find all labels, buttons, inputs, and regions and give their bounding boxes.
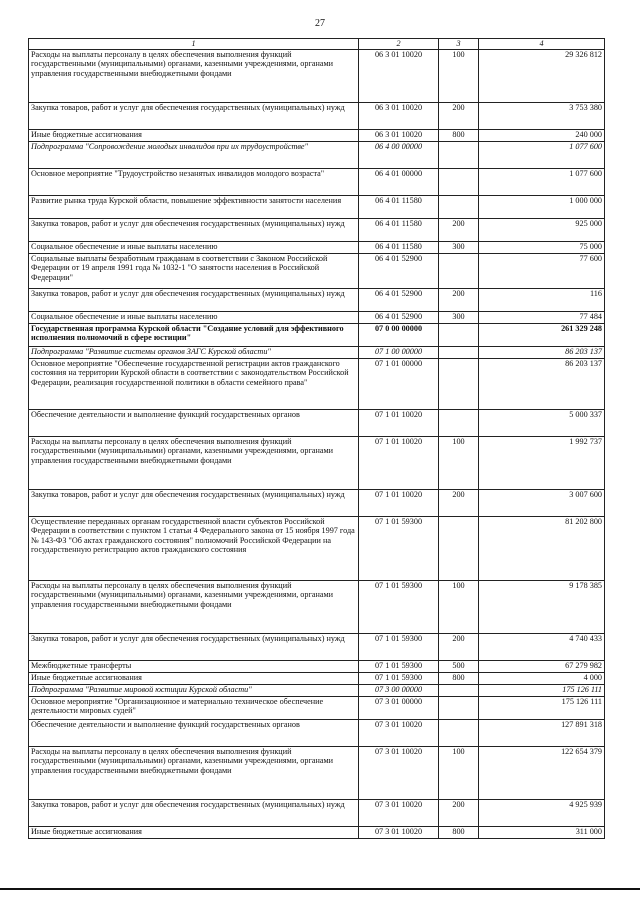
table-row bbox=[29, 409, 605, 436]
row-name: Иные бюджетные ассигнования bbox=[29, 672, 359, 684]
row-code: 06 3 01 10020 bbox=[359, 49, 439, 102]
table-row bbox=[29, 102, 605, 129]
row-expense-kind bbox=[439, 168, 479, 195]
row-expense-kind bbox=[439, 696, 479, 719]
row-amount: 122 654 379 bbox=[479, 746, 605, 799]
row-amount: 4 740 433 bbox=[479, 633, 605, 660]
row-name: Подпрограмма "Сопровождение молодых инвалидов при их трудоустройстве" bbox=[29, 141, 359, 168]
row-code: 07 3 01 10020 bbox=[359, 746, 439, 799]
row-expense-kind: 300 bbox=[439, 241, 479, 253]
row-expense-kind: 100 bbox=[439, 746, 479, 799]
row-name: Социальные выплаты безработным гражданам в соответствии с Законом Российской Федерации от 19 апреля 1991 года № 1032-1 "О занятости населения в Российской Федерации" bbox=[29, 253, 359, 288]
row-code: 07 1 01 00000 bbox=[359, 358, 439, 409]
row-amount: 67 279 982 bbox=[479, 660, 605, 672]
table-row bbox=[29, 633, 605, 660]
row-amount: 240 000 bbox=[479, 129, 605, 141]
row-code: 06 3 01 10020 bbox=[359, 102, 439, 129]
row-code: 06 3 01 10020 bbox=[359, 129, 439, 141]
row-name: Закупка товаров, работ и услуг для обеспечения государственных (муниципальных) нужд bbox=[29, 218, 359, 241]
row-code: 07 3 01 10020 bbox=[359, 719, 439, 746]
table-row bbox=[29, 129, 605, 141]
row-name: Расходы на выплаты персоналу в целях обеспечения выполнения функций государственными (муниципальными) органами, казенными учреждениями, органами управления государственными внебюджетными фондами bbox=[29, 746, 359, 799]
table-row bbox=[29, 218, 605, 241]
table-row bbox=[29, 672, 605, 684]
row-expense-kind bbox=[439, 141, 479, 168]
row-code: 07 1 01 10020 bbox=[359, 409, 439, 436]
row-expense-kind: 100 bbox=[439, 436, 479, 489]
row-amount: 116 bbox=[479, 288, 605, 311]
row-code: 07 1 01 59300 bbox=[359, 516, 439, 580]
row-code: 06 4 01 00000 bbox=[359, 168, 439, 195]
row-code: 07 1 01 59300 bbox=[359, 633, 439, 660]
row-amount: 925 000 bbox=[479, 218, 605, 241]
row-amount: 4 000 bbox=[479, 672, 605, 684]
row-expense-kind bbox=[439, 719, 479, 746]
page-number: 27 bbox=[315, 18, 325, 29]
row-amount: 4 925 939 bbox=[479, 799, 605, 826]
row-amount: 127 891 318 bbox=[479, 719, 605, 746]
row-amount: 1 992 737 bbox=[479, 436, 605, 489]
row-code: 07 1 01 10020 bbox=[359, 436, 439, 489]
table-row bbox=[29, 141, 605, 168]
row-expense-kind: 800 bbox=[439, 129, 479, 141]
row-amount: 3 007 600 bbox=[479, 489, 605, 516]
row-amount: 1 000 000 bbox=[479, 195, 605, 218]
row-code: 07 3 00 00000 bbox=[359, 684, 439, 696]
row-name: Обеспечение деятельности и выполнение функций государственных органов bbox=[29, 719, 359, 746]
row-name: Обеспечение деятельности и выполнение функций государственных органов bbox=[29, 409, 359, 436]
row-amount: 86 203 137 bbox=[479, 346, 605, 358]
table-row bbox=[29, 746, 605, 799]
row-name: Закупка товаров, работ и услуг для обеспечения государственных (муниципальных) нужд bbox=[29, 102, 359, 129]
row-expense-kind bbox=[439, 684, 479, 696]
row-amount: 261 329 248 bbox=[479, 323, 605, 346]
column-number-2: 2 bbox=[359, 39, 439, 50]
budget-table-body bbox=[29, 39, 605, 839]
row-code: 06 4 01 11580 bbox=[359, 218, 439, 241]
row-expense-kind bbox=[439, 358, 479, 409]
row-expense-kind bbox=[439, 346, 479, 358]
row-expense-kind: 300 bbox=[439, 311, 479, 323]
row-expense-kind bbox=[439, 516, 479, 580]
row-name: Расходы на выплаты персоналу в целях обеспечения выполнения функций государственными (муниципальными) органами, казенными учреждениями, органами управления государственными внебюджетными фондами bbox=[29, 49, 359, 102]
row-amount: 1 077 600 bbox=[479, 168, 605, 195]
row-code: 07 1 00 00000 bbox=[359, 346, 439, 358]
table-row bbox=[29, 489, 605, 516]
table-row bbox=[29, 323, 605, 346]
column-number-3: 3 bbox=[439, 39, 479, 50]
table-row bbox=[29, 826, 605, 838]
row-name: Подпрограмма "Развитие системы органов ЗАГС Курской области" bbox=[29, 346, 359, 358]
row-name: Закупка товаров, работ и услуг для обеспечения государственных (муниципальных) нужд bbox=[29, 633, 359, 660]
row-expense-kind bbox=[439, 409, 479, 436]
row-amount: 3 753 380 bbox=[479, 102, 605, 129]
table-row bbox=[29, 719, 605, 746]
row-expense-kind: 100 bbox=[439, 49, 479, 102]
table-row bbox=[29, 49, 605, 102]
row-code: 07 1 01 59300 bbox=[359, 672, 439, 684]
row-code: 06 4 01 52900 bbox=[359, 288, 439, 311]
row-expense-kind: 800 bbox=[439, 672, 479, 684]
column-number-4: 4 bbox=[479, 39, 605, 50]
row-code: 06 4 01 52900 bbox=[359, 311, 439, 323]
table-row bbox=[29, 195, 605, 218]
row-name: Подпрограмма "Развитие мировой юстиции Курской области" bbox=[29, 684, 359, 696]
row-expense-kind bbox=[439, 253, 479, 288]
row-expense-kind: 200 bbox=[439, 102, 479, 129]
row-amount: 77 484 bbox=[479, 311, 605, 323]
row-code: 07 1 01 10020 bbox=[359, 489, 439, 516]
table-row bbox=[29, 311, 605, 323]
row-amount: 175 126 111 bbox=[479, 696, 605, 719]
row-amount: 81 202 800 bbox=[479, 516, 605, 580]
table-row bbox=[29, 168, 605, 195]
row-code: 06 4 01 11580 bbox=[359, 241, 439, 253]
row-name: Основное мероприятие "Организационное и материально техническое обеспечение деятельности мировых судей" bbox=[29, 696, 359, 719]
row-amount: 175 126 111 bbox=[479, 684, 605, 696]
row-expense-kind bbox=[439, 323, 479, 346]
row-name: Закупка товаров, работ и услуг для обеспечения государственных (муниципальных) нужд bbox=[29, 288, 359, 311]
row-name: Межбюджетные трансферты bbox=[29, 660, 359, 672]
row-amount: 75 000 bbox=[479, 241, 605, 253]
table-row bbox=[29, 288, 605, 311]
row-amount: 5 000 337 bbox=[479, 409, 605, 436]
row-amount: 1 077 600 bbox=[479, 141, 605, 168]
row-name: Иные бюджетные ассигнования bbox=[29, 826, 359, 838]
table-row bbox=[29, 358, 605, 409]
row-name: Осуществление переданных органам государственной власти субъектов Российской Федерации в соответствии с пунктом 1 статьи 4 Федерального закона от 15 ноября 1997 года № 143-ФЗ "Об актах гражданского состояния" полномочий Российской Федерации на государственную регистрацию актов гражданского состояния bbox=[29, 516, 359, 580]
row-expense-kind: 200 bbox=[439, 633, 479, 660]
table-row bbox=[29, 799, 605, 826]
column-number-1: 1 bbox=[29, 39, 359, 50]
row-name: Иные бюджетные ассигнования bbox=[29, 129, 359, 141]
row-expense-kind: 200 bbox=[439, 218, 479, 241]
row-name: Расходы на выплаты персоналу в целях обеспечения выполнения функций государственными (муниципальными) органами, казенными учреждениями, органами управления государственными внебюджетными фондами bbox=[29, 436, 359, 489]
row-expense-kind: 200 bbox=[439, 489, 479, 516]
table-row bbox=[29, 696, 605, 719]
table-row bbox=[29, 241, 605, 253]
table-row bbox=[29, 516, 605, 580]
row-expense-kind: 200 bbox=[439, 799, 479, 826]
row-code: 06 4 00 00000 bbox=[359, 141, 439, 168]
row-name: Развитие рынка труда Курской области, повышение эффективности занятости населения bbox=[29, 195, 359, 218]
row-name: Основное мероприятие "Трудоустройство незанятых инвалидов молодого возраста" bbox=[29, 168, 359, 195]
row-amount: 86 203 137 bbox=[479, 358, 605, 409]
row-name: Закупка товаров, работ и услуг для обеспечения государственных (муниципальных) нужд bbox=[29, 799, 359, 826]
table-row bbox=[29, 346, 605, 358]
row-amount: 77 600 bbox=[479, 253, 605, 288]
table-row bbox=[29, 660, 605, 672]
column-number-row bbox=[29, 39, 605, 50]
bottom-rule bbox=[0, 888, 640, 890]
row-amount: 29 326 812 bbox=[479, 49, 605, 102]
row-expense-kind: 800 bbox=[439, 826, 479, 838]
row-expense-kind: 100 bbox=[439, 580, 479, 633]
row-code: 07 1 01 59300 bbox=[359, 660, 439, 672]
table-row bbox=[29, 253, 605, 288]
table-row bbox=[29, 436, 605, 489]
row-amount: 9 178 385 bbox=[479, 580, 605, 633]
budget-table bbox=[28, 38, 605, 839]
row-name: Социальное обеспечение и иные выплаты населению bbox=[29, 241, 359, 253]
row-code: 07 3 01 00000 bbox=[359, 696, 439, 719]
row-expense-kind: 500 bbox=[439, 660, 479, 672]
row-name: Закупка товаров, работ и услуг для обеспечения государственных (муниципальных) нужд bbox=[29, 489, 359, 516]
row-code: 07 3 01 10020 bbox=[359, 826, 439, 838]
row-amount: 311 000 bbox=[479, 826, 605, 838]
table-row bbox=[29, 580, 605, 633]
row-code: 06 4 01 11580 bbox=[359, 195, 439, 218]
row-expense-kind bbox=[439, 195, 479, 218]
row-code: 07 3 01 10020 bbox=[359, 799, 439, 826]
row-code: 07 1 01 59300 bbox=[359, 580, 439, 633]
row-code: 06 4 01 52900 bbox=[359, 253, 439, 288]
row-name: Расходы на выплаты персоналу в целях обеспечения выполнения функций государственными (муниципальными) органами, казенными учреждениями, органами управления государственными внебюджетными фондами bbox=[29, 580, 359, 633]
row-code: 07 0 00 00000 bbox=[359, 323, 439, 346]
table-row bbox=[29, 684, 605, 696]
row-expense-kind: 200 bbox=[439, 288, 479, 311]
row-name: Основное мероприятие "Обеспечение государственной регистрации актов гражданского состояния на территории Курской области в соответствии с законодательством Российской Федерации, реализация государственной политики в области семейного права" bbox=[29, 358, 359, 409]
row-name: Государственная программа Курской области "Создание условий для эффективного исполнения полномочий в сфере юстиции" bbox=[29, 323, 359, 346]
row-name: Социальное обеспечение и иные выплаты населению bbox=[29, 311, 359, 323]
